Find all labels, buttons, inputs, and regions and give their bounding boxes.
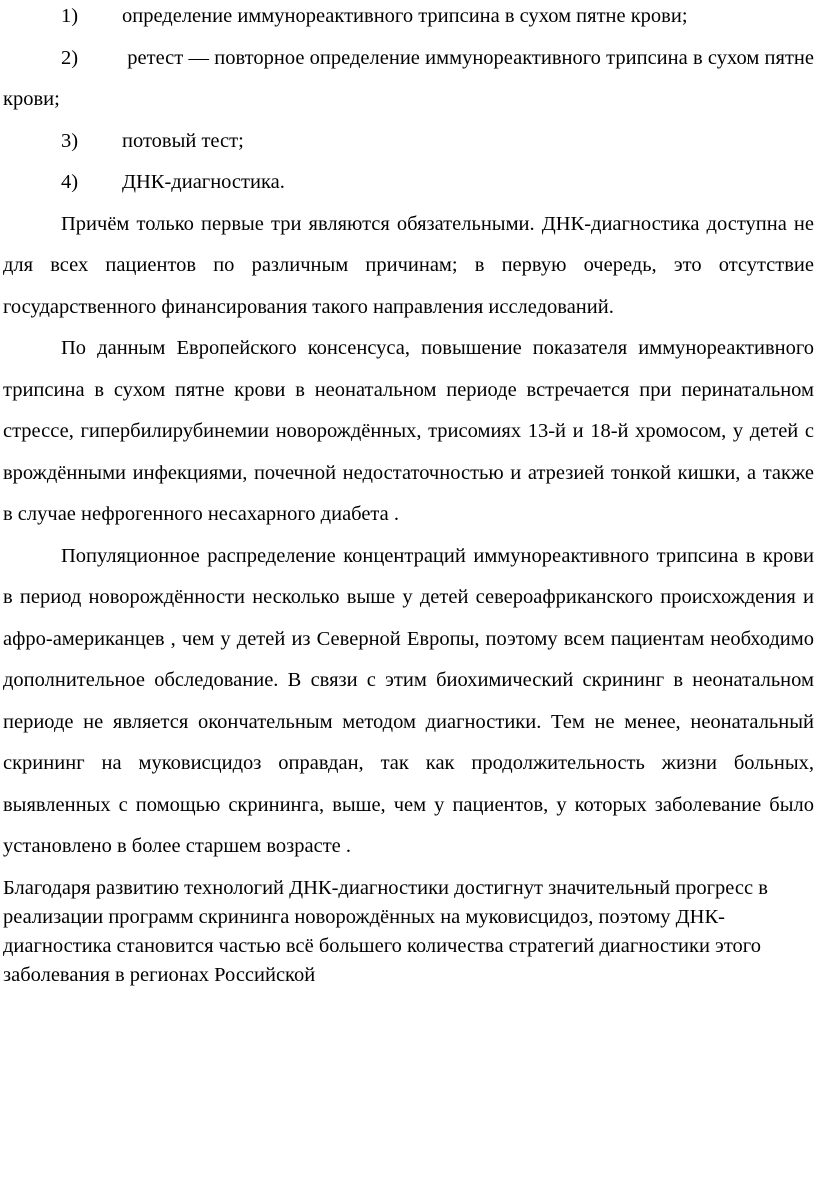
- list-item-text: ретест — повторное определение иммунореактивного трипсина в сухом пятне крови;: [3, 46, 814, 110]
- list-item-3: [0, 121, 816, 163]
- list-item-2: [0, 38, 816, 121]
- paragraph-european-consensus: По данным Европейского консенсуса, повышение показателя иммунореактивного трипсина в сухом пятне крови в неонатальном периоде встречается при перинатальном стрессе, гипербилирубинемии новорождённых, трисомиях 13-й и 18-й хромосом, у детей с врождёнными инфекциями, почечной недостаточностью и атрезией тонкой кишки, а также в случае нефрогенного несахарного диабета .: [3, 337, 814, 525]
- list-item-text: потовый тест;: [122, 129, 244, 152]
- paragraph-mandatory-tests: Причём только первые три являются обязательными. ДНК-диагностика доступна не для всех пациентов по различным причинам; в первую очередь, это отсутствие государственного финансирования такого направления исследований.: [3, 212, 814, 318]
- list-item-number: 2): [61, 46, 79, 69]
- list-item-number: 1): [61, 5, 79, 27]
- list-item-number: 4): [61, 171, 79, 193]
- list-item-text: определение иммунореактивного трипсина в сухом пятне крови;: [122, 5, 688, 27]
- list-item-number: 3): [61, 129, 79, 152]
- list-item-4: [0, 162, 816, 204]
- paragraph-dna-diagnostics: Благодаря развитию технологий ДНК-диагностики достигнут значительный прогресс в реализации программ скрининга новорождённых на муковисцидоз, поэтому ДНК-диагностика становится частью всё большего количества стратегий диагностики этого заболевания в регионах Российской: [3, 876, 768, 986]
- list-item-1: [0, 0, 816, 38]
- paragraph-population-distribution: Популяционное распределение концентраций иммунореактивного трипсина в крови в период новорождённости несколько выше у детей североафриканского происхождения и афро-американцев , чем у детей из Северной Европы, поэтому всем пациентам необходимо дополнительное обследование. В связи с этим биохимический скрининг в неонатальном периоде не является окончательным методом диагностики. Тем не менее, неонатальный скрининг на муковисцидоз оправдан, так как продолжительность жизни больных, выявленных с помощью скрининга, выше, чем у пациентов, у которых заболевание было установлено в более старшем возрасте .: [3, 544, 814, 857]
- list-item-text: ДНК-диагностика.: [122, 171, 285, 193]
